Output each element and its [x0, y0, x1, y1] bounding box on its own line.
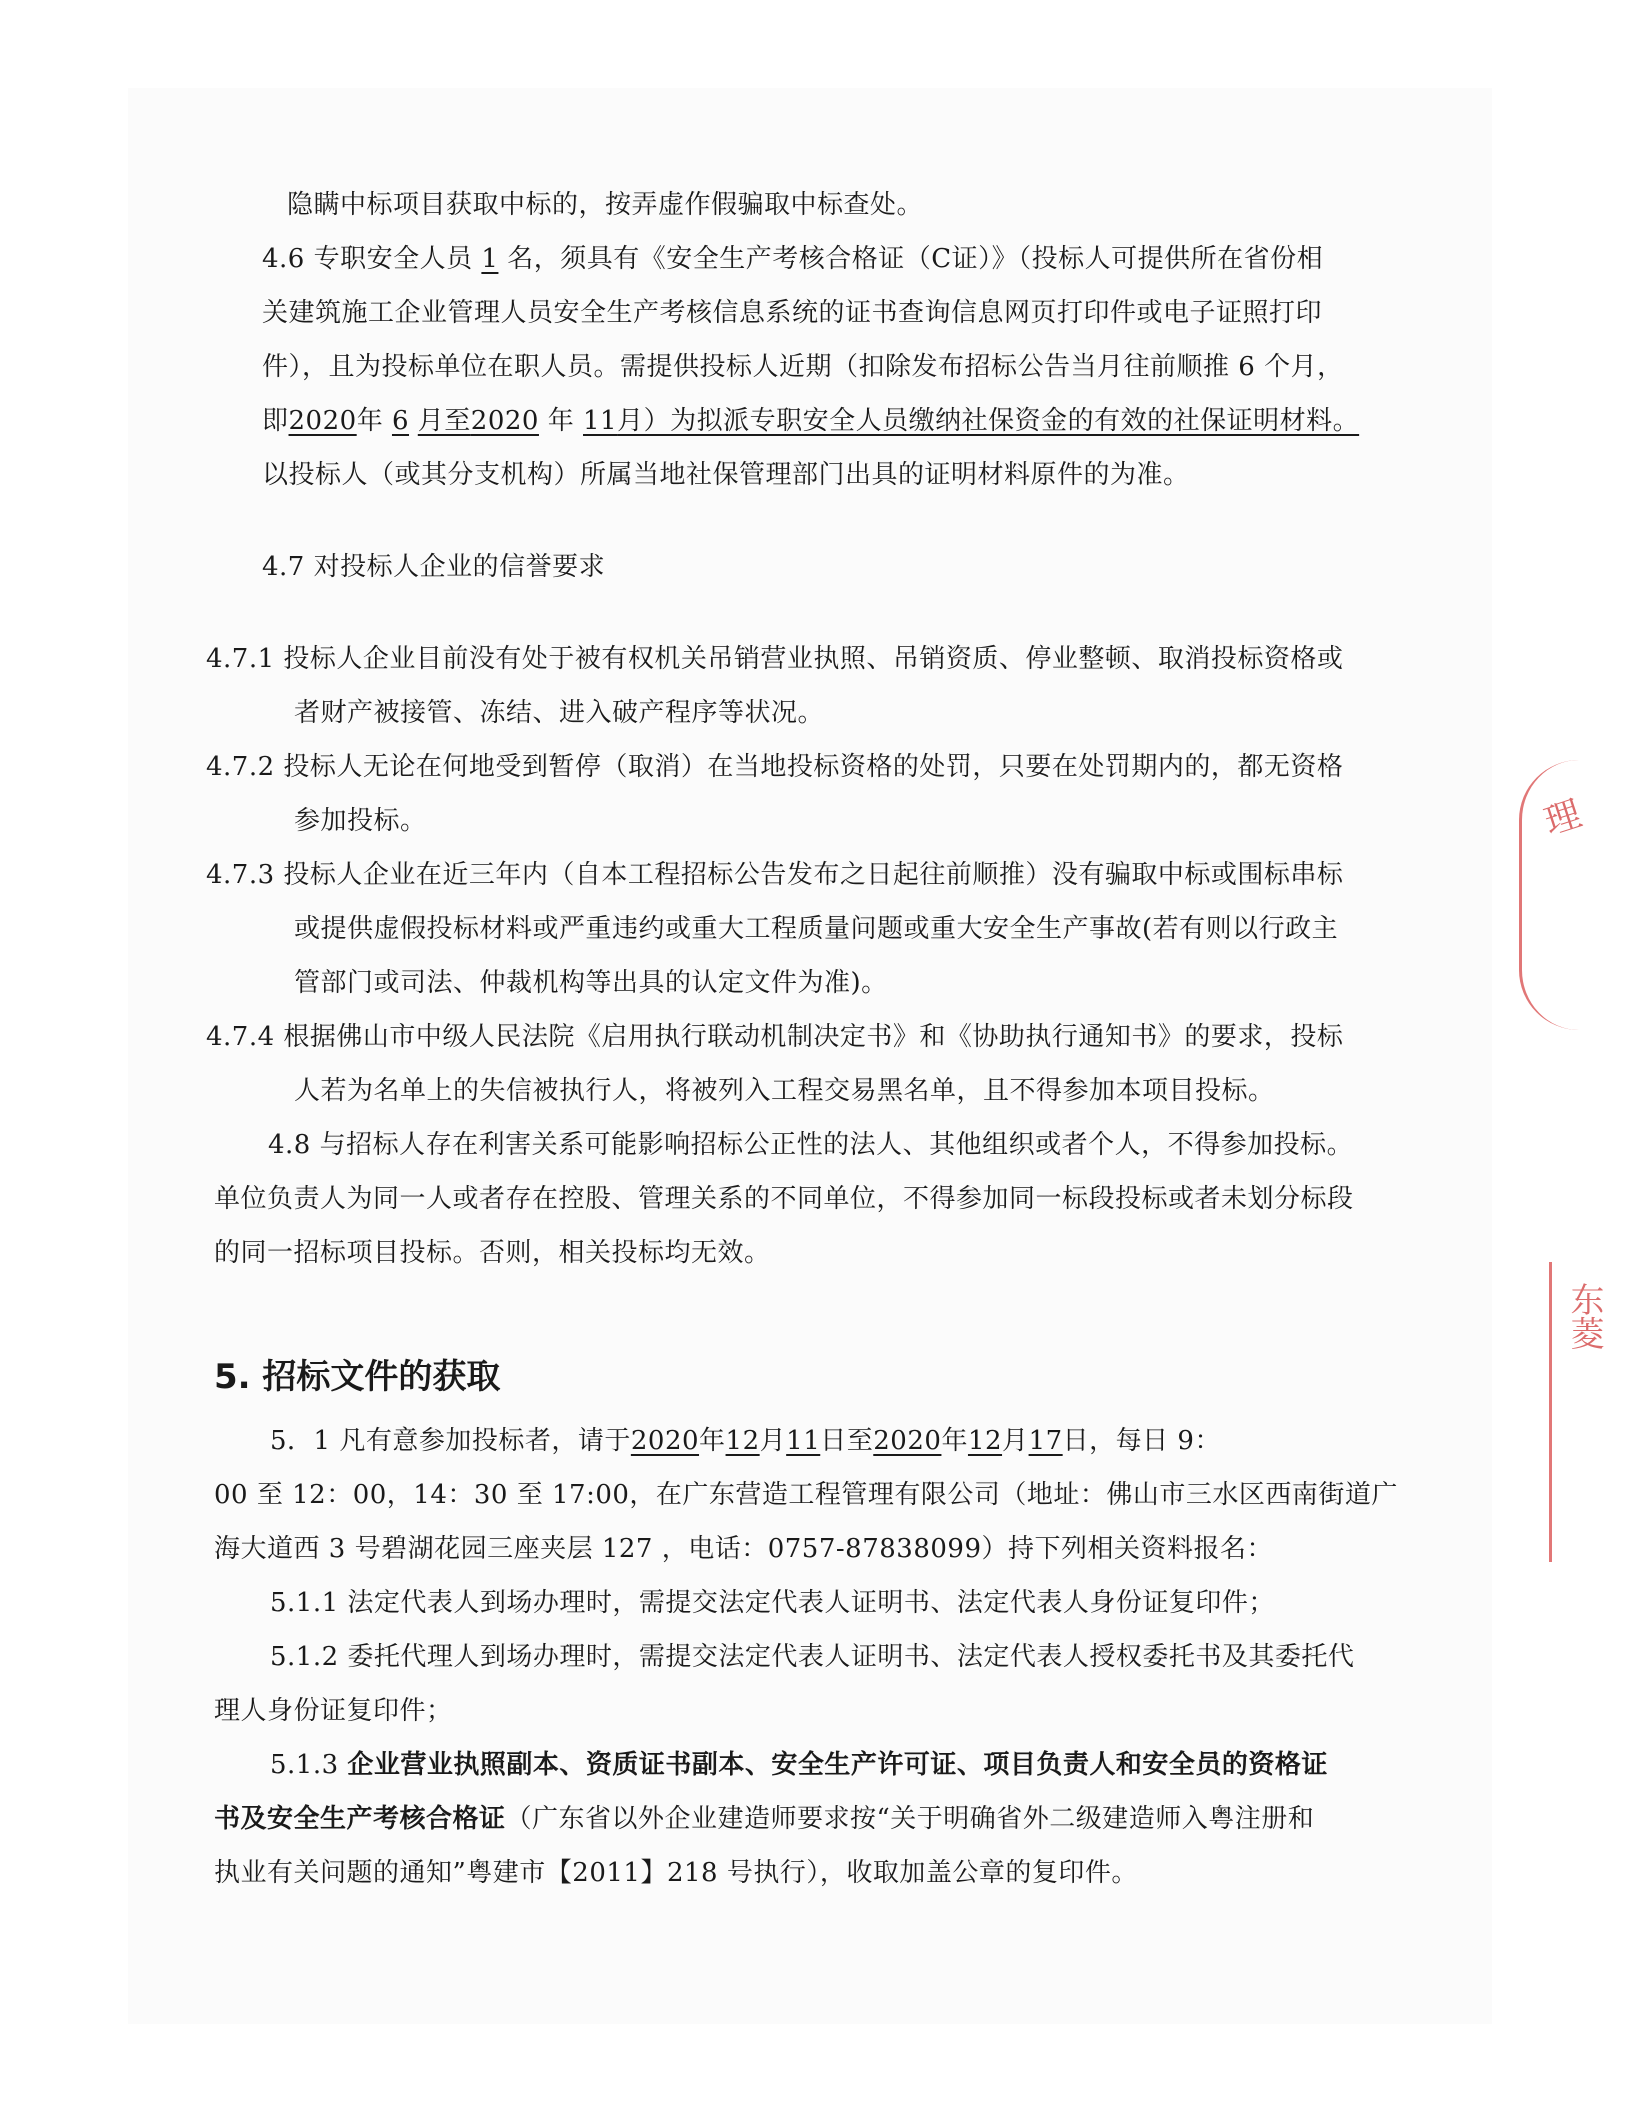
text: 年 [699, 1426, 726, 1456]
clause-4-7-3: 4.7.3 投标人企业在近三年内（自本工程招标公告发布之日起往前顺推）没有骗取中标或围标串标 [206, 860, 1344, 890]
clause-5-1-1: 5.1.1 法定代表人到场办理时，需提交法定代表人证明书、法定代表人身份证复印件； [270, 1588, 1275, 1618]
clause-4-7-title: 4.7 对投标人企业的信誉要求 [262, 552, 606, 582]
red-seal-stamp [1519, 760, 1632, 1030]
text: 书及安全生产考核合格证 [214, 1804, 506, 1834]
text: （广东省以外企业建造师要求按“关于明确省外二级建造师入粤注册和 [505, 1804, 1315, 1834]
text: 5.1.3 [270, 1750, 339, 1780]
sign-up-end-year: 2020 [873, 1426, 942, 1456]
clause-4-7-2-cont: 参加投标。 [294, 806, 427, 836]
clause-4-7-2: 4.7.2 投标人无论在何地受到暂停（取消）在当地投标资格的处罚，只要在处罚期内的，都无资格 [206, 752, 1344, 782]
start-year: 2020 [288, 406, 357, 436]
stamp-text: 理 [1539, 793, 1587, 844]
text: 月 [759, 1426, 787, 1456]
clause-5-1-cont-2: 海大道西 3 号碧湖花园三座夹层 127 ，电话：0757-87838099）持下列相关资料报名： [214, 1534, 1274, 1564]
text: 年 [356, 406, 384, 436]
text: 月）为拟派专职安全人员缴纳社保资金的有效的社保证明材料。 [617, 406, 1360, 436]
clause-4-6 [262, 232, 1323, 286]
sign-up-start-year: 2020 [630, 1426, 700, 1456]
text: 企业营业执照副本、资质证书副本、安全生产许可证、项目负责人和安全员的资格证 [347, 1750, 1328, 1780]
text: 月至 [417, 406, 471, 436]
section-5-heading: 5. 招标文件的获取 [214, 1357, 501, 1397]
clause-4-7-3-cont-1: 或提供虚假投标材料或严重违约或重大工程质量问题或重大安全生产事故(若有则以行政主 [294, 914, 1339, 944]
sign-up-end-month: 12 [967, 1426, 1003, 1456]
clause-4-7-4-cont: 人若为名单上的失信被执行人，将被列入工程交易黑名单，且不得参加本项目投标。 [294, 1076, 1275, 1106]
line-5 [262, 394, 1359, 448]
clause-4-7-3-cont-2: 管部门或司法、仲裁机构等出具的认定文件为准)。 [294, 968, 888, 998]
clause-4-7-1: 4.7.1 投标人企业目前没有处于被有权机关吊销营业执照、吊销资质、停业整顿、取消投标资格或 [206, 644, 1344, 674]
clause-4-8-cont-2: 的同一招标项目投标。否则，相关投标均无效。 [214, 1238, 771, 1268]
sign-up-start-month: 12 [725, 1426, 760, 1456]
line-3: 关建筑施工企业管理人员安全生产考核信息系统的证书查询信息网页打印件或电子证照打印 [262, 298, 1323, 328]
line-1: 隐瞒中标项目获取中标的，按弄虚作假骗取中标查处。 [287, 190, 924, 220]
clause-4-6-text-a: 4.6 专职安全人员 [262, 244, 473, 274]
text: 年 [547, 406, 575, 436]
clause-5-1-3 [270, 1738, 1328, 1792]
clause-5-1-2: 5.1.2 委托代理人到场办理时，需提交法定代表人证明书、法定代表人授权委托书及其委托代 [270, 1642, 1355, 1672]
red-seal-stamp-2 [1549, 1262, 1632, 1562]
text: 年 [941, 1426, 968, 1456]
clause-5-1-3-cont-1 [214, 1792, 1314, 1846]
clause-5-1-3-cont-2: 执业有关问题的通知”粤建市【2011】218 号执行），收取加盖公章的复印件。 [214, 1858, 1138, 1888]
clause-4-7-1-cont: 者财产被接管、冻结、进入破产程序等状况。 [294, 698, 825, 728]
clause-4-8-cont-1: 单位负责人为同一人或者存在控股、管理关系的不同单位，不得参加同一标段投标或者未划分标段 [214, 1184, 1354, 1214]
safety-staff-count: 1 [481, 244, 499, 274]
text: 日，每日 9： [1062, 1426, 1221, 1456]
start-month: 6 [391, 406, 410, 436]
clause-4-7-4: 4.7.4 根据佛山市中级人民法院《启用执行联动机制决定书》和《协助执行通知书》的要求，投标 [206, 1022, 1344, 1052]
stamp-text: 东菱 [1564, 1282, 1604, 1350]
sign-up-start-day: 11 [786, 1426, 821, 1456]
clause-5-1-cont-1: 00 至 12：00，14：30 至 17:00，在广东营造工程管理有限公司（地址：佛山市三水区西南街道广 [214, 1480, 1398, 1510]
text: 月 [1002, 1426, 1029, 1456]
sign-up-end-day: 17 [1028, 1426, 1063, 1456]
text: 5．1 凡有意参加投标者，请于 [270, 1426, 631, 1456]
prefix: 即 [262, 406, 289, 436]
clause-4-6-text-b: 名，须具有《安全生产考核合格证（C证）》（投标人可提供所在省份相 [507, 244, 1324, 274]
line-4: 件），且为投标单位在职人员。需提供投标人近期（扣除发布招标公告当月往前顺推 6 个月， [262, 352, 1344, 382]
clause-4-8: 4.8 与招标人存在利害关系可能影响招标公正性的法人、其他组织或者个人，不得参加投标。 [268, 1130, 1354, 1160]
end-year: 2020 [470, 406, 539, 436]
text: 日至 [820, 1426, 874, 1456]
clause-5-1-2-cont: 理人身份证复印件； [214, 1696, 453, 1726]
clause-5-1 [270, 1414, 1221, 1468]
line-6: 以投标人（或其分支机构）所属当地社保管理部门出具的证明材料原件的为准。 [262, 460, 1190, 490]
end-month: 11 [583, 406, 618, 436]
